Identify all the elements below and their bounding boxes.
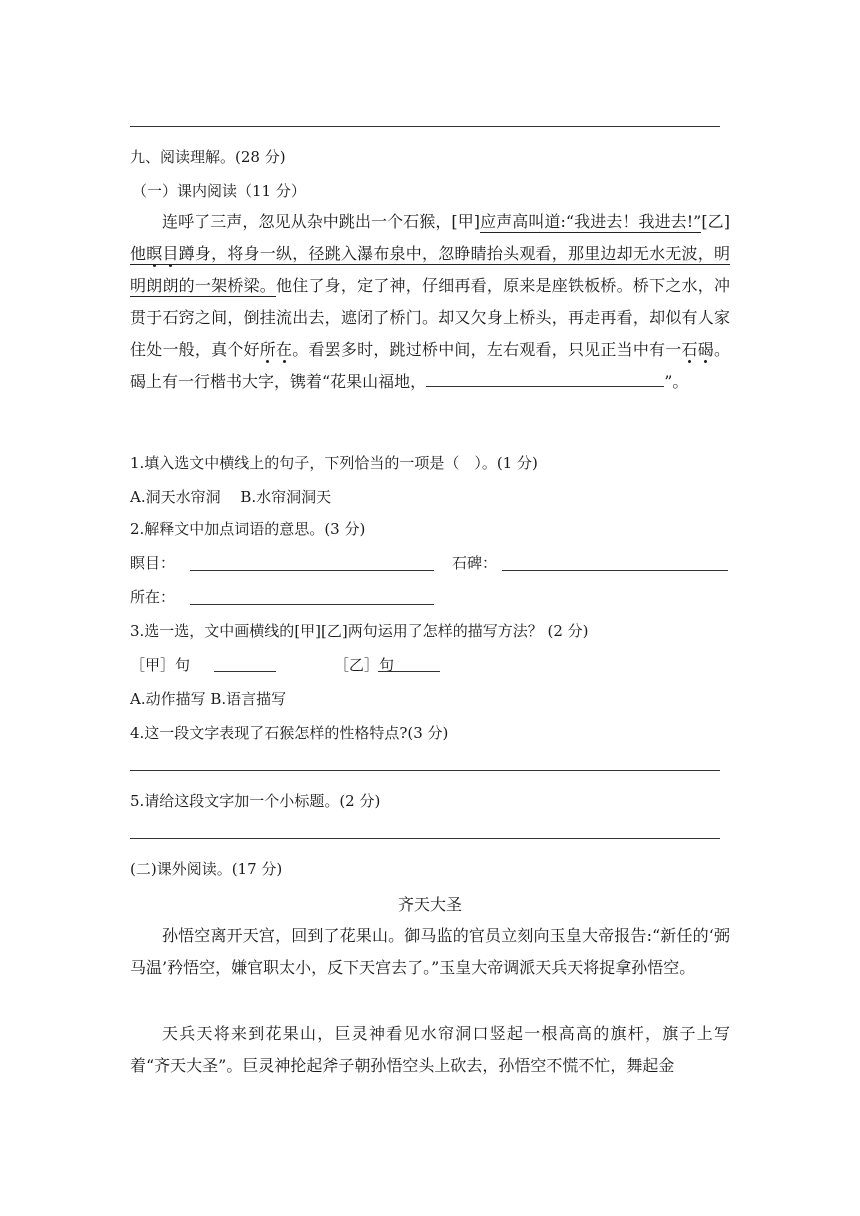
answer-line-suozai[interactable] bbox=[190, 604, 434, 605]
dotted-char: 目 bbox=[162, 244, 179, 263]
fill-blank-line[interactable] bbox=[426, 385, 494, 387]
question-5: 5.请给这段文字加一个小标题。(2 分) bbox=[130, 792, 381, 810]
answer-line-q4[interactable] bbox=[130, 770, 720, 771]
q3-label-jia: ［甲］句 bbox=[130, 656, 191, 674]
q2-label-mingmu: 瞑目： bbox=[130, 554, 176, 572]
story-title: 齐天大圣 bbox=[397, 895, 462, 914]
part1-heading: （一）课内阅读（11 分） bbox=[132, 182, 306, 200]
dotted-char: 碣 bbox=[697, 340, 714, 359]
fill-blank-line[interactable] bbox=[494, 385, 664, 387]
question-4: 4.这一段文字表现了石猴怎样的性格特点?(3 分) bbox=[130, 724, 449, 742]
q3-label-yi: ［乙］句 bbox=[334, 656, 395, 674]
q2-label-shibei: 石碑： bbox=[452, 554, 498, 572]
q2-label-suozai: 所在： bbox=[130, 588, 176, 606]
dotted-char: 在 bbox=[276, 340, 293, 359]
section-heading: 九、阅读理解。(28 分) bbox=[130, 148, 286, 166]
dotted-char: 瞑 bbox=[146, 244, 163, 263]
question-1: 1.填入选文中横线上的句子，下列恰当的一项是（ ）。(1 分) bbox=[130, 454, 538, 472]
story-paragraph-1: 孙悟空离开天宫，回到了花果山。御马监的官员立刻向玉皇大帝报告:“新任的‘弼马温’矜悟空，嫌官职太小，反下天宫去了。”玉皇大帝调派天兵天将捉拿孙悟空。 bbox=[130, 926, 730, 977]
dotted-char: 所 bbox=[259, 340, 276, 359]
story-paragraph-2: 天兵天将来到花果山，巨灵神看见水帘洞口竖起一根高高的旗杆，旗子上写着“齐天大圣”。巨灵神抡起斧子朝孙悟空头上砍去，孙悟空不慌不忙，舞起金 bbox=[130, 1024, 730, 1075]
answer-line-jia[interactable] bbox=[214, 671, 276, 672]
answer-line-shibei[interactable] bbox=[502, 570, 728, 571]
question-2: 2.解释文中加点词语的意思。(3 分) bbox=[130, 520, 366, 538]
answer-line-yi[interactable] bbox=[378, 671, 440, 672]
sentence-yi: 他瞑目蹲身，将身一纵，径跳入瀑布泉中，忽睁睛抬头观看，那里边却无水无波，明明朗朗的一架桥梁。 bbox=[130, 244, 730, 295]
answer-line-q5[interactable] bbox=[130, 838, 720, 839]
question-1-options: A.洞天水帘洞 B.水帘洞洞天 bbox=[130, 488, 332, 506]
answer-line-mingmu[interactable] bbox=[190, 570, 434, 571]
sentence-jia: 应声高叫道:“我进去！我进去!” bbox=[480, 212, 702, 231]
passage-1: 连呼了三声，忽见从杂中跳出一个石猴，[甲]应声高叫道:“我进去！我进去!”[乙]他瞑目蹲身，将身一纵，径跳入瀑布泉中，忽睁睛抬头观看，那里边却无水无波，明明朗朗的一架桥梁。他住了身，定了神，仔细再看，原来是座铁板桥。桥下之水，冲贯于石窍之间，倒挂流出去，遮闭了桥门。却又欠身上桥头，再走再看，却似有人家住处一般，真个好所在。看罢多时，跳过桥中间，左右观看，只见正当中有一石碣。碣上有一行楷书大字，镌着“花果山福地， ”。 bbox=[130, 212, 730, 391]
question-3-options: A.动作描写 B.语言描写 bbox=[130, 690, 287, 708]
dotted-char: 石 bbox=[681, 340, 698, 359]
answer-line-top bbox=[130, 126, 720, 127]
question-3: 3.选一选，文中画横线的[甲][乙]两句运用了怎样的描写方法？ (2 分) bbox=[130, 622, 589, 640]
part2-heading: (二)课外阅读。(17 分) bbox=[130, 860, 283, 878]
worksheet-page bbox=[130, 0, 730, 1216]
